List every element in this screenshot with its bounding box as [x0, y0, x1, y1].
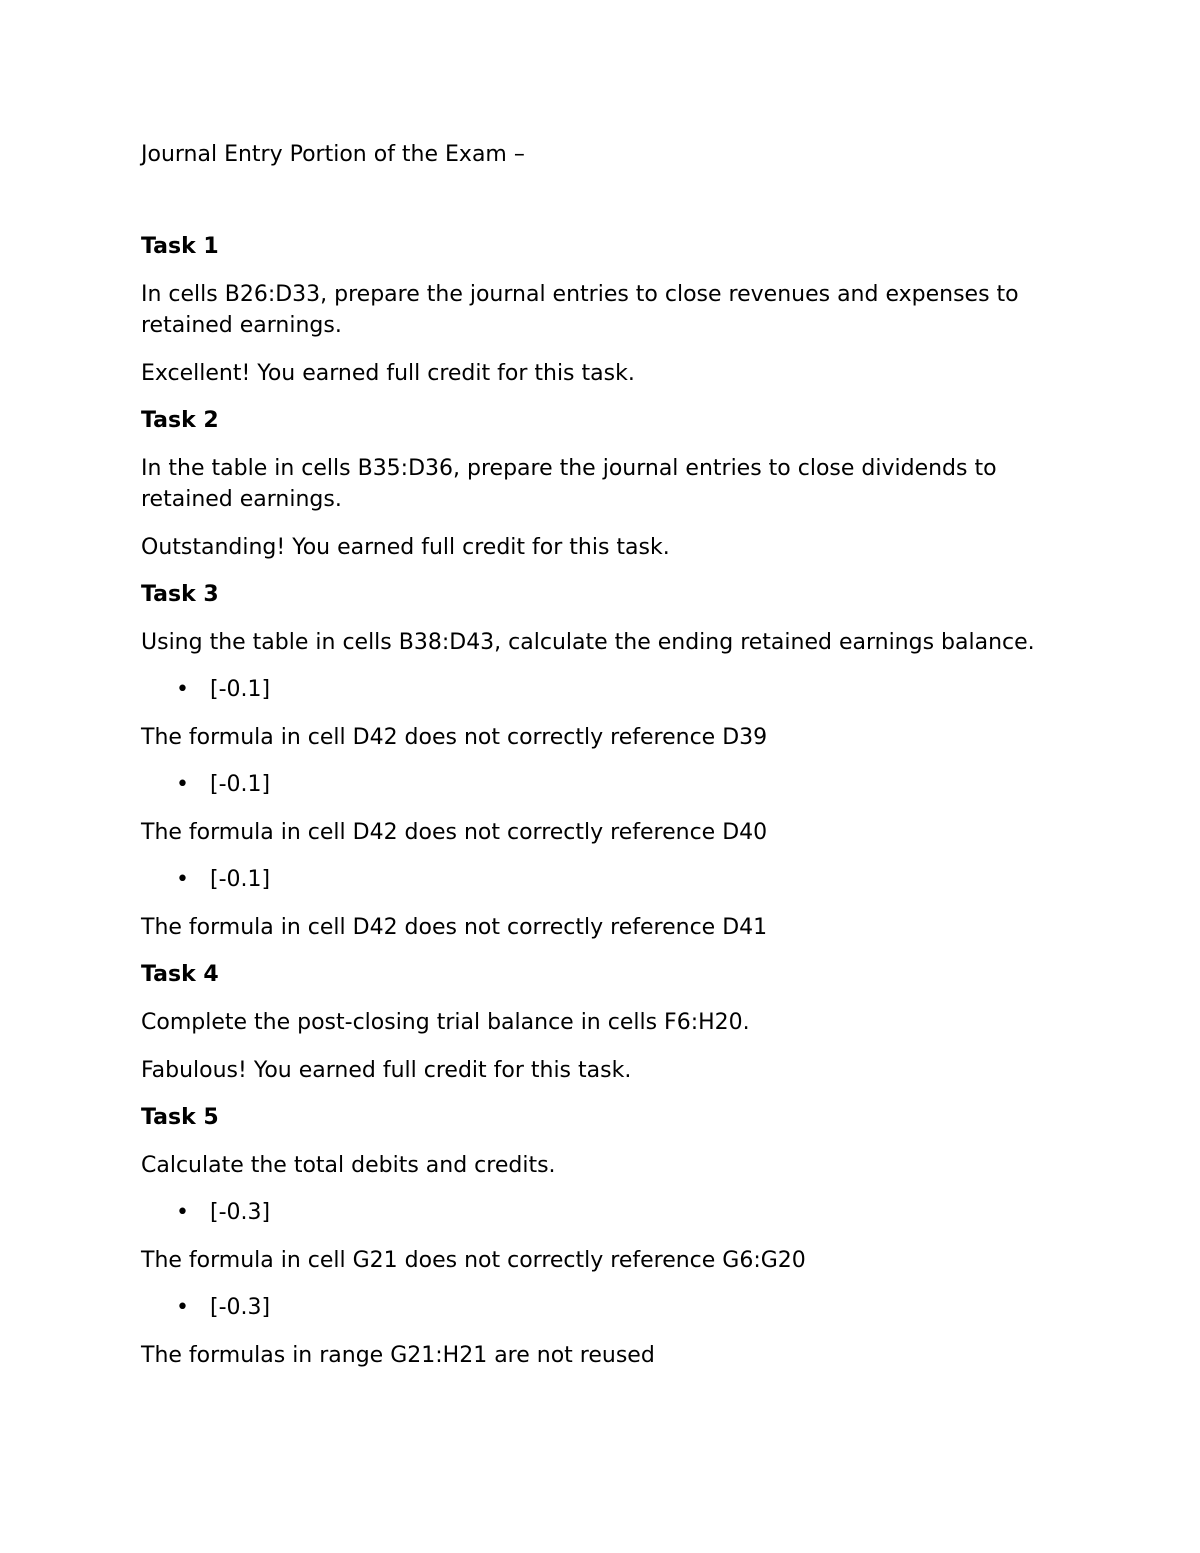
deduction-points: [-0.3] [210, 1295, 271, 1320]
bullet-icon: • [176, 1295, 189, 1320]
deduction-points: [-0.3] [210, 1200, 271, 1225]
task-4-feedback: Fabulous! You earned full credit for this task. [141, 1058, 632, 1083]
task-5-heading: Task 5 [141, 1105, 219, 1130]
bullet-icon: • [176, 772, 189, 797]
task-3-deduction-1-points [141, 675, 1071, 705]
task-4-heading: Task 4 [141, 962, 219, 987]
task-5-deduction-2-note: The formulas in range G21:H21 are not reused [141, 1343, 655, 1368]
task-5-deduction-1-points [141, 1198, 1071, 1228]
deduction-points: [-0.1] [210, 772, 271, 797]
task-3-prompt: Using the table in cells B38:D43, calculate the ending retained earnings balance. [141, 630, 1035, 655]
task-4-prompt: Complete the post-closing trial balance in cells F6:H20. [141, 1010, 750, 1035]
document-title: Journal Entry Portion of the Exam – [141, 142, 525, 167]
task-1-prompt: In cells B26:D33, prepare the journal entries to close revenues and expenses to retained earnings. [141, 282, 1019, 338]
bullet-icon: • [176, 867, 189, 892]
bullet-icon: • [176, 677, 189, 702]
task-3-heading: Task 3 [141, 582, 219, 607]
deduction-points: [-0.1] [210, 867, 271, 892]
task-5-deduction-2-points [141, 1293, 1071, 1323]
task-5-deduction-1-note: The formula in cell G21 does not correctly reference G6:G20 [141, 1248, 806, 1273]
task-3-deduction-1-note: The formula in cell D42 does not correctly reference D39 [141, 725, 768, 750]
task-2-heading: Task 2 [141, 408, 219, 433]
task-3-deduction-3-note: The formula in cell D42 does not correctly reference D41 [141, 915, 768, 940]
task-5-prompt: Calculate the total debits and credits. [141, 1153, 556, 1178]
task-3-deduction-3-points [141, 865, 1071, 895]
task-3-deduction-2-note: The formula in cell D42 does not correctly reference D40 [141, 820, 768, 845]
task-2-prompt: In the table in cells B35:D36, prepare the journal entries to close dividends to retained earnings. [141, 456, 997, 512]
deduction-points: [-0.1] [210, 677, 271, 702]
document-body [141, 232, 1071, 1388]
task-3-deduction-2-points [141, 770, 1071, 800]
task-1-heading: Task 1 [141, 234, 219, 259]
task-2-feedback: Outstanding! You earned full credit for this task. [141, 535, 670, 560]
bullet-icon: • [176, 1200, 189, 1225]
task-1-feedback: Excellent! You earned full credit for this task. [141, 361, 635, 386]
